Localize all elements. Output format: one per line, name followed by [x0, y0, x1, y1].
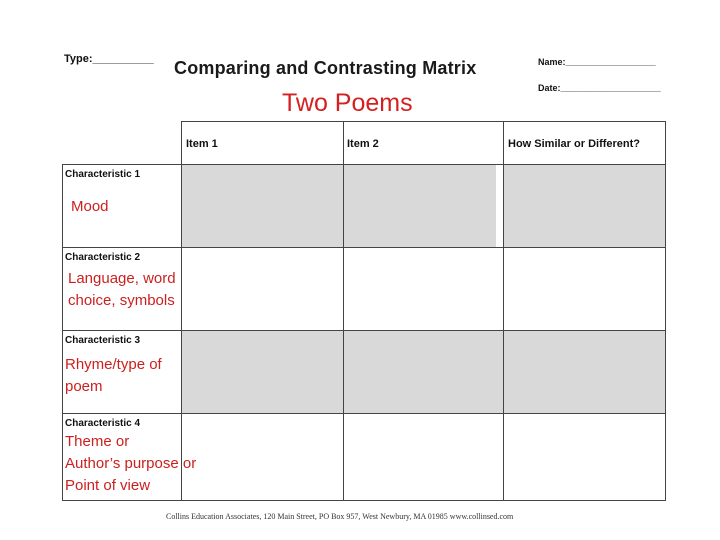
response-rhyme [65, 354, 162, 398]
response-line: choice, symbols [68, 292, 175, 309]
row-3-bottom-border [62, 413, 665, 414]
response-line: poem [65, 378, 103, 395]
date-field-label: Date:____________________ [538, 83, 661, 93]
row-label-characteristic-2: Characteristic 2 [65, 252, 141, 263]
response-line: Point of view [65, 477, 151, 494]
subtitle-two-poems: Two Poems [282, 89, 413, 117]
row-label-characteristic-4: Characteristic 4 [65, 418, 141, 429]
column-header-item-2: Item 2 [347, 138, 379, 150]
response-theme [65, 431, 196, 497]
row-3-shade [181, 331, 665, 413]
response-line: Language, word [68, 270, 176, 287]
response-mood [71, 196, 109, 218]
table-header-bottom-border [62, 164, 665, 165]
response-line: Author’s purpose or [65, 455, 197, 472]
footer-publisher-info: Collins Education Associates, 120 Main Street, PO Box 957, West Newbury, MA 01985 www.collinsed.com [166, 512, 514, 521]
response-language [68, 268, 176, 312]
table-left-border [62, 164, 63, 501]
row-1-shade [181, 164, 496, 247]
response-line: Mood [71, 198, 109, 215]
response-line: Rhyme/type of [65, 356, 162, 373]
row-1-shade-diff [504, 164, 665, 247]
column-header-similar-different: How Similar or Different? [508, 138, 641, 150]
row-2-bottom-border [62, 330, 665, 331]
name-field-label: Name:__________________ [538, 57, 656, 67]
column-header-item-1: Item 1 [186, 138, 218, 150]
page-title: Comparing and Contrasting Matrix [174, 58, 477, 78]
table-top-border [181, 121, 665, 122]
col-diff-left-border [503, 121, 504, 501]
table-right-border [665, 121, 666, 501]
row-label-characteristic-3: Characteristic 3 [65, 335, 141, 346]
table-bottom-border [62, 500, 665, 501]
row-1-bottom-border [62, 247, 665, 248]
col-item2-left-border [343, 121, 344, 501]
response-line: Theme or [65, 433, 130, 450]
row-label-characteristic-1: Characteristic 1 [65, 169, 141, 180]
type-label: Type:__________ [64, 53, 154, 65]
